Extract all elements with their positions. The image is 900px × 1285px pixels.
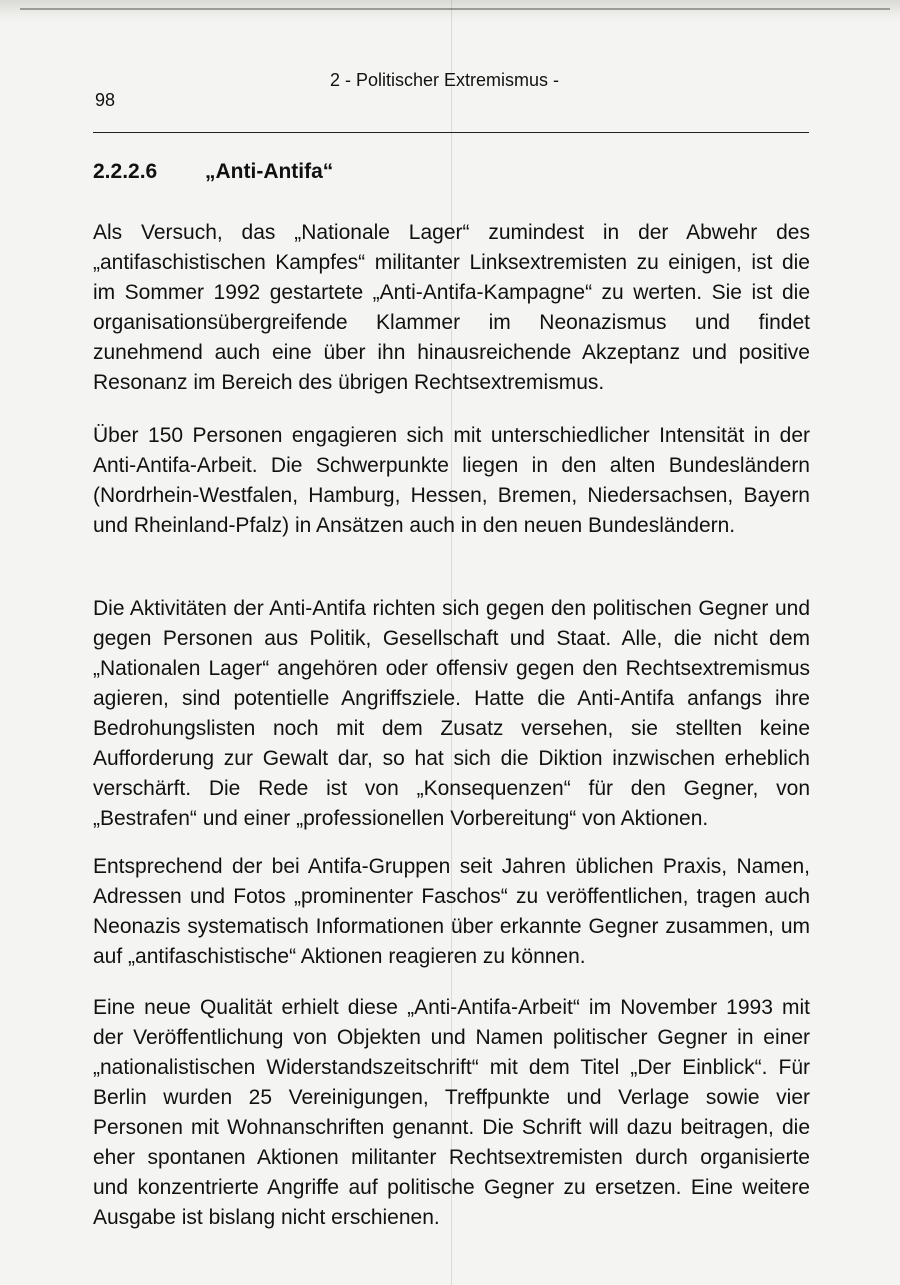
paragraph-4: Entsprechend der bei Antifa-Gruppen seit Jahren üblichen Praxis, Namen, Adressen und Fotos „prominenter Faschos“ zu veröffentlichen, tragen auch Neonazis systematisch Informationen über erkannte Gegner zusammen, um auf „antifaschistische“ Aktionen reagieren zu können. <box>93 855 810 968</box>
header-rule <box>93 132 809 133</box>
scan-edge-line <box>20 8 890 10</box>
section-number: 2.2.2.6 <box>93 160 158 183</box>
paragraph-2: Über 150 Personen engagieren sich mit unterschiedlicher Intensität in der Anti-Antifa-Arbeit. Die Schwerpunkte liegen in den alten Bundesländern (Nordrhein-Westfalen, Hamburg, Hessen, Bremen, Niedersachsen, Bayern und Rheinland-Pfalz) in Ansätzen auch in den neuen Bundesländern. <box>93 424 810 537</box>
page-number: 98 <box>95 90 116 110</box>
running-head: 2 - Politischer Extremismus - <box>330 70 560 90</box>
section-title: „Anti-Antifa“ <box>205 160 334 183</box>
section-heading <box>93 160 333 184</box>
paragraph-3: Die Aktivitäten der Anti-Antifa richten sich gegen den politischen Gegner und gegen Personen aus Politik, Gesellschaft und Staat. Alle, die nicht dem „Nationalen Lager“ angehören oder offensiv gegen den Rechtsextremismus agieren, sind potentielle Angriffsziele. Hatte die Anti-Antifa anfangs ihre Bedrohungslisten noch mit dem Zusatz versehen, sie stellten keine Aufforderung zur Gewalt dar, so hat sich die Diktion inzwischen erheblich verschärft. Die Rede ist von „Konsequenzen“ für den Gegner, von „Bestrafen“ und einer „professionellen Vorbereitung“ von Aktionen. <box>93 597 810 830</box>
paragraph-1: Als Versuch, das „Nationale Lager“ zumindest in der Abwehr des „antifaschistischen Kampfes“ militanter Linksextremisten zu einigen, ist die im Sommer 1992 gestartete „Anti-Antifa-Kampagne“ zu werten. Sie ist die organisationsübergreifende Klammer im Neonazismus und findet zunehmend auch eine über ihn hinausreichende Akzeptanz und positive Resonanz im Bereich des übrigen Rechtsextremismus. <box>93 221 810 394</box>
paragraph-5: Eine neue Qualität erhielt diese „Anti-Antifa-Arbeit“ im November 1993 mit der Veröffentlichung von Objekten und Namen politischer Gegner in einer „nationalistischen Widerstandszeitschrift“ mit dem Titel „Der Einblick“. Für Berlin wurden 25 Vereinigungen, Treffpunkte und Verlage sowie vier Personen mit Wohnanschriften genannt. Die Schrift will dazu beitragen, die eher spontanen Aktionen militanter Rechtsextremisten durch organisierte und konzentrierte Angriffe auf politische Gegner zu ersetzen. Eine weitere Ausgabe ist bislang nicht erschienen. <box>93 996 810 1229</box>
scan-shadow <box>0 0 900 22</box>
